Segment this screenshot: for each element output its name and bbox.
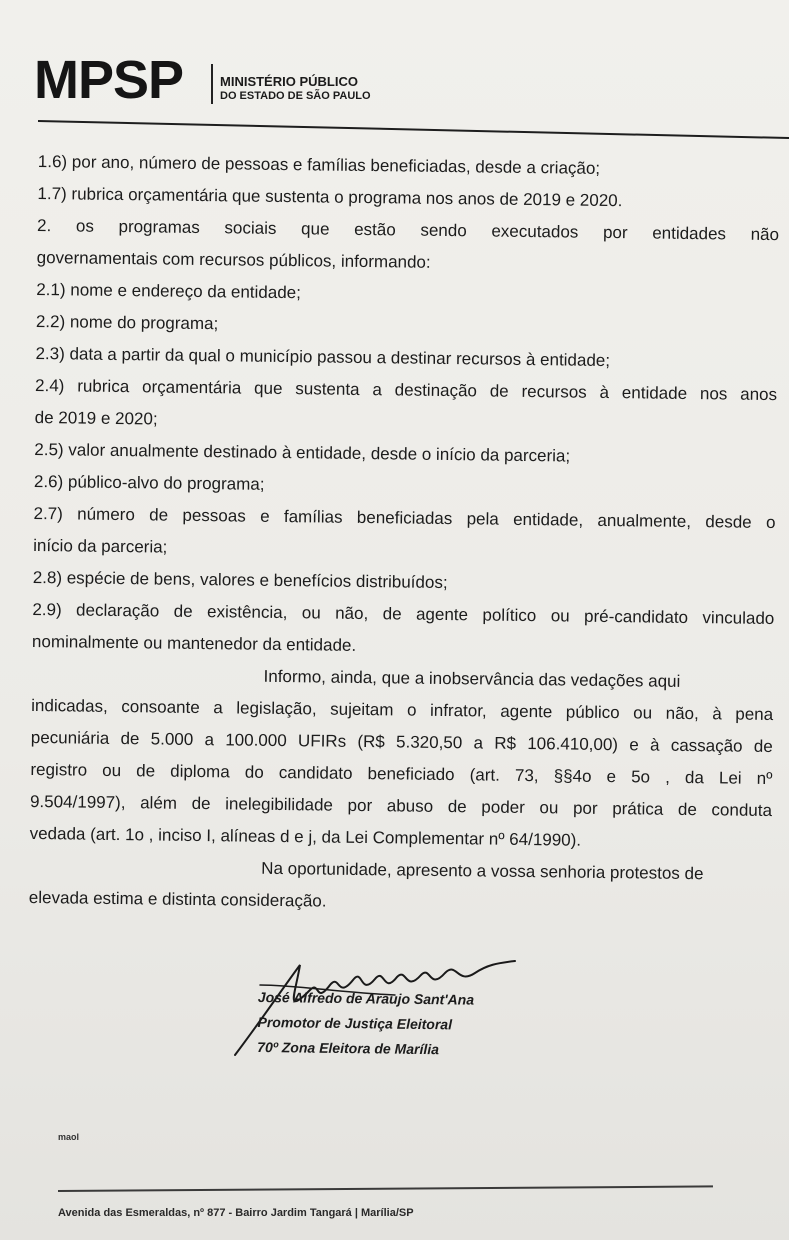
item-1-6: 1.6) por ano, número de pessoas e famílias beneficiadas, desde a criação; — [37, 151, 601, 178]
informo-line-5: 9.504/1997), além de inelegibilidade por abuso de poder ou por prática de conduta — [29, 791, 773, 821]
typist-initials: maol — [58, 1132, 80, 1142]
header-divider — [38, 120, 789, 139]
mpsp-logo: MPSP — [34, 50, 184, 110]
institution-line-2: DO ESTADO DE SÃO PAULO — [220, 90, 371, 102]
item-2-9-line-2: nominalmente ou mantenedor da entidade. — [31, 631, 357, 655]
item-2-4-line-1: 2.4) rubrica orçamentária que sustenta a destinação de recursos à entidade nos anos — [35, 375, 778, 405]
signature-block — [257, 985, 578, 1064]
signatory-title: Promotor de Justiça Eleitoral — [257, 1013, 453, 1033]
informo-line-1: Informo, ainda, que a inobservância das vedações aqui — [263, 666, 681, 691]
signatory-name: José Alfredo de Araujo Sant'Ana — [257, 988, 475, 1008]
item-2-7-line-2: início da parceria; — [33, 535, 168, 557]
item-2-line-2: governamentais com recursos públicos, informando: — [36, 247, 431, 272]
item-2-9-line-1: 2.9) declaração de existência, ou não, de agente político ou pré-candidato vinculado — [32, 599, 775, 629]
footer-address: Avenida das Esmeraldas, nº 877 - Bairro Jardim Tangará | Marília/SP — [58, 1207, 414, 1219]
footer-divider — [58, 1185, 713, 1191]
item-2-line-1: 2. os programas sociais que estão sendo executados por entidades não — [36, 215, 780, 245]
item-2-7-line-1: 2.7) número de pessoas e famílias beneficiadas pela entidade, anualmente, desde o — [33, 503, 776, 533]
item-2-4-line-2: de 2019 e 2020; — [34, 407, 158, 429]
item-2-2: 2.2) nome do programa; — [35, 311, 219, 334]
item-1-7: 1.7) rubrica orçamentária que sustenta o programa nos anos de 2019 e 2020. — [37, 183, 623, 211]
signatory-zone: 70º Zona Eleitora de Marília — [257, 1038, 440, 1058]
item-2-1: 2.1) nome e endereço da entidade; — [36, 279, 302, 303]
item-2-5: 2.5) valor anualmente destinado à entidade, desde o início da parceria; — [34, 439, 571, 466]
item-2-6: 2.6) público-alvo do programa; — [33, 471, 265, 494]
informo-line-4: registro ou de diploma do candidato beneficiado (art. 73, §§4o e 5o , da Lei nº — [30, 759, 773, 789]
letter-body — [29, 150, 780, 919]
informo-line-6: vedada (art. 1o , inciso I, alíneas d e j, da Lei Complementar nº 64/1990). — [29, 823, 582, 850]
oportunidade-line-1: Na oportunidade, apresento a vossa senhoria protestos de — [261, 858, 704, 884]
item-2-3: 2.3) data a partir da qual o município passou a destinar recursos à entidade; — [35, 343, 611, 371]
institution-line-1: MINISTÉRIO PÚBLICO — [220, 74, 358, 89]
item-2-8: 2.8) espécie de bens, valores e benefícios distribuídos; — [32, 567, 448, 593]
informo-line-3: pecuniária de 5.000 a 100.000 UFIRs (R$ 5.320,50 a R$ 106.410,00) e à cassação de — [30, 727, 773, 757]
institution-name — [220, 74, 371, 104]
oportunidade-line-2: elevada estima e distinta consideração. — [28, 887, 327, 911]
logo-divider — [211, 64, 213, 104]
informo-line-2: indicadas, consoante a legislação, sujeitam o infrator, agente público ou não, à pena — [31, 695, 774, 725]
